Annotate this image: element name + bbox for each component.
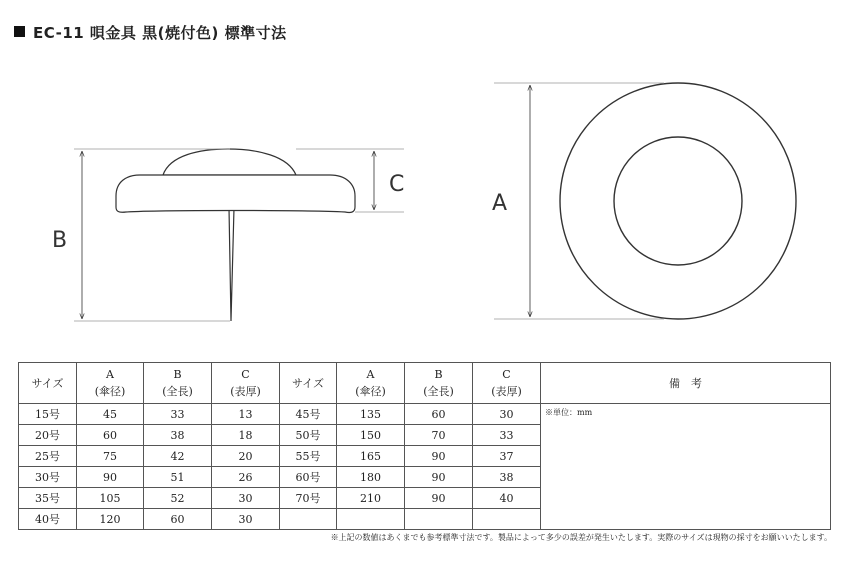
size-table (18, 362, 831, 530)
table-cell: 70 (405, 425, 473, 446)
table-cell: 60号 (280, 467, 337, 488)
column-header-line: サイズ (291, 376, 325, 390)
table-cell: 40 (473, 488, 541, 509)
table-cell: 25号 (19, 446, 77, 467)
column-header (280, 363, 337, 404)
remarks-cell: ※単位：mm (541, 404, 831, 530)
table-cell: 33 (144, 404, 212, 425)
table-cell: 105 (77, 488, 144, 509)
table-cell: 30号 (19, 467, 77, 488)
table-cell: 60 (77, 425, 144, 446)
column-header-line: C (241, 368, 250, 381)
table-cell: 35号 (19, 488, 77, 509)
table-cell: 45 (77, 404, 144, 425)
dimension-a (494, 83, 664, 319)
head-base (116, 175, 355, 212)
table-cell (280, 509, 337, 530)
table-cell: 90 (405, 488, 473, 509)
table-cell (473, 509, 541, 530)
column-header-line: B (434, 368, 443, 381)
table-cell: 38 (473, 467, 541, 488)
column-header-line: C (502, 368, 511, 381)
table-cell: 180 (337, 467, 405, 488)
table-cell: 20 (212, 446, 280, 467)
table-cell: 60 (405, 404, 473, 425)
column-header (541, 363, 831, 404)
column-header-line: A (366, 368, 375, 381)
table-cell: 40号 (19, 509, 77, 530)
footnote: ※上記の数値はあくまでも参考標準寸法です。製品によって多少の誤差が発生いたします。実際のサイズは現物の採寸をお願いいたします。 (330, 533, 832, 542)
column-header-line: (傘径) (355, 385, 386, 398)
table-cell: 26 (212, 467, 280, 488)
label-a: A (492, 191, 508, 216)
table-cell: 135 (337, 404, 405, 425)
column-header (77, 363, 144, 404)
table-cell: 15号 (19, 404, 77, 425)
column-header (212, 363, 280, 404)
table-row (19, 404, 831, 425)
column-header-line: (全長) (423, 385, 454, 398)
table-cell: 165 (337, 446, 405, 467)
table-cell: 20号 (19, 425, 77, 446)
table-header-row (19, 363, 831, 404)
table-cell: 33 (473, 425, 541, 446)
column-header-line: (表厚) (491, 385, 522, 398)
column-header (337, 363, 405, 404)
table-cell: 55号 (280, 446, 337, 467)
column-header-line: サイズ (31, 376, 64, 390)
title-text: EC-11 唄金具 黒(焼付色) 標準寸法 (33, 24, 287, 42)
column-header-line: 備 考 (669, 376, 702, 390)
outer-circle (560, 83, 796, 319)
label-c: C (389, 172, 405, 197)
table-cell (337, 509, 405, 530)
table-cell: 51 (144, 467, 212, 488)
label-b: B (52, 228, 68, 253)
head-dome (163, 149, 296, 175)
column-header (144, 363, 212, 404)
column-header (19, 363, 77, 404)
table-cell: 30 (212, 509, 280, 530)
table-cell: 18 (212, 425, 280, 446)
table-cell: 30 (473, 404, 541, 425)
table-cell: 70号 (280, 488, 337, 509)
table-cell: 90 (405, 467, 473, 488)
inner-circle (614, 137, 742, 265)
column-header (473, 363, 541, 404)
table-cell: 90 (77, 467, 144, 488)
table-cell: 38 (144, 425, 212, 446)
column-header-line: (表厚) (230, 385, 261, 398)
column-header (405, 363, 473, 404)
table-cell: 120 (77, 509, 144, 530)
side-view (116, 149, 355, 321)
table-cell: 210 (337, 488, 405, 509)
table-cell: 30 (212, 488, 280, 509)
table-cell: 50号 (280, 425, 337, 446)
column-header-line: A (106, 368, 114, 381)
table-cell: 13 (212, 404, 280, 425)
column-header-line: (傘径) (94, 385, 126, 398)
pin (229, 208, 234, 321)
table-cell: 45号 (280, 404, 337, 425)
table-cell (405, 509, 473, 530)
table-cell: 37 (473, 446, 541, 467)
table-cell: 150 (337, 425, 405, 446)
table-cell: 90 (405, 446, 473, 467)
table-cell: 75 (77, 446, 144, 467)
column-header-line: B (173, 368, 182, 381)
top-view (560, 83, 796, 319)
table-cell: 42 (144, 446, 212, 467)
table-cell: 60 (144, 509, 212, 530)
column-header-line: (全長) (162, 385, 193, 398)
table-cell: 52 (144, 488, 212, 509)
